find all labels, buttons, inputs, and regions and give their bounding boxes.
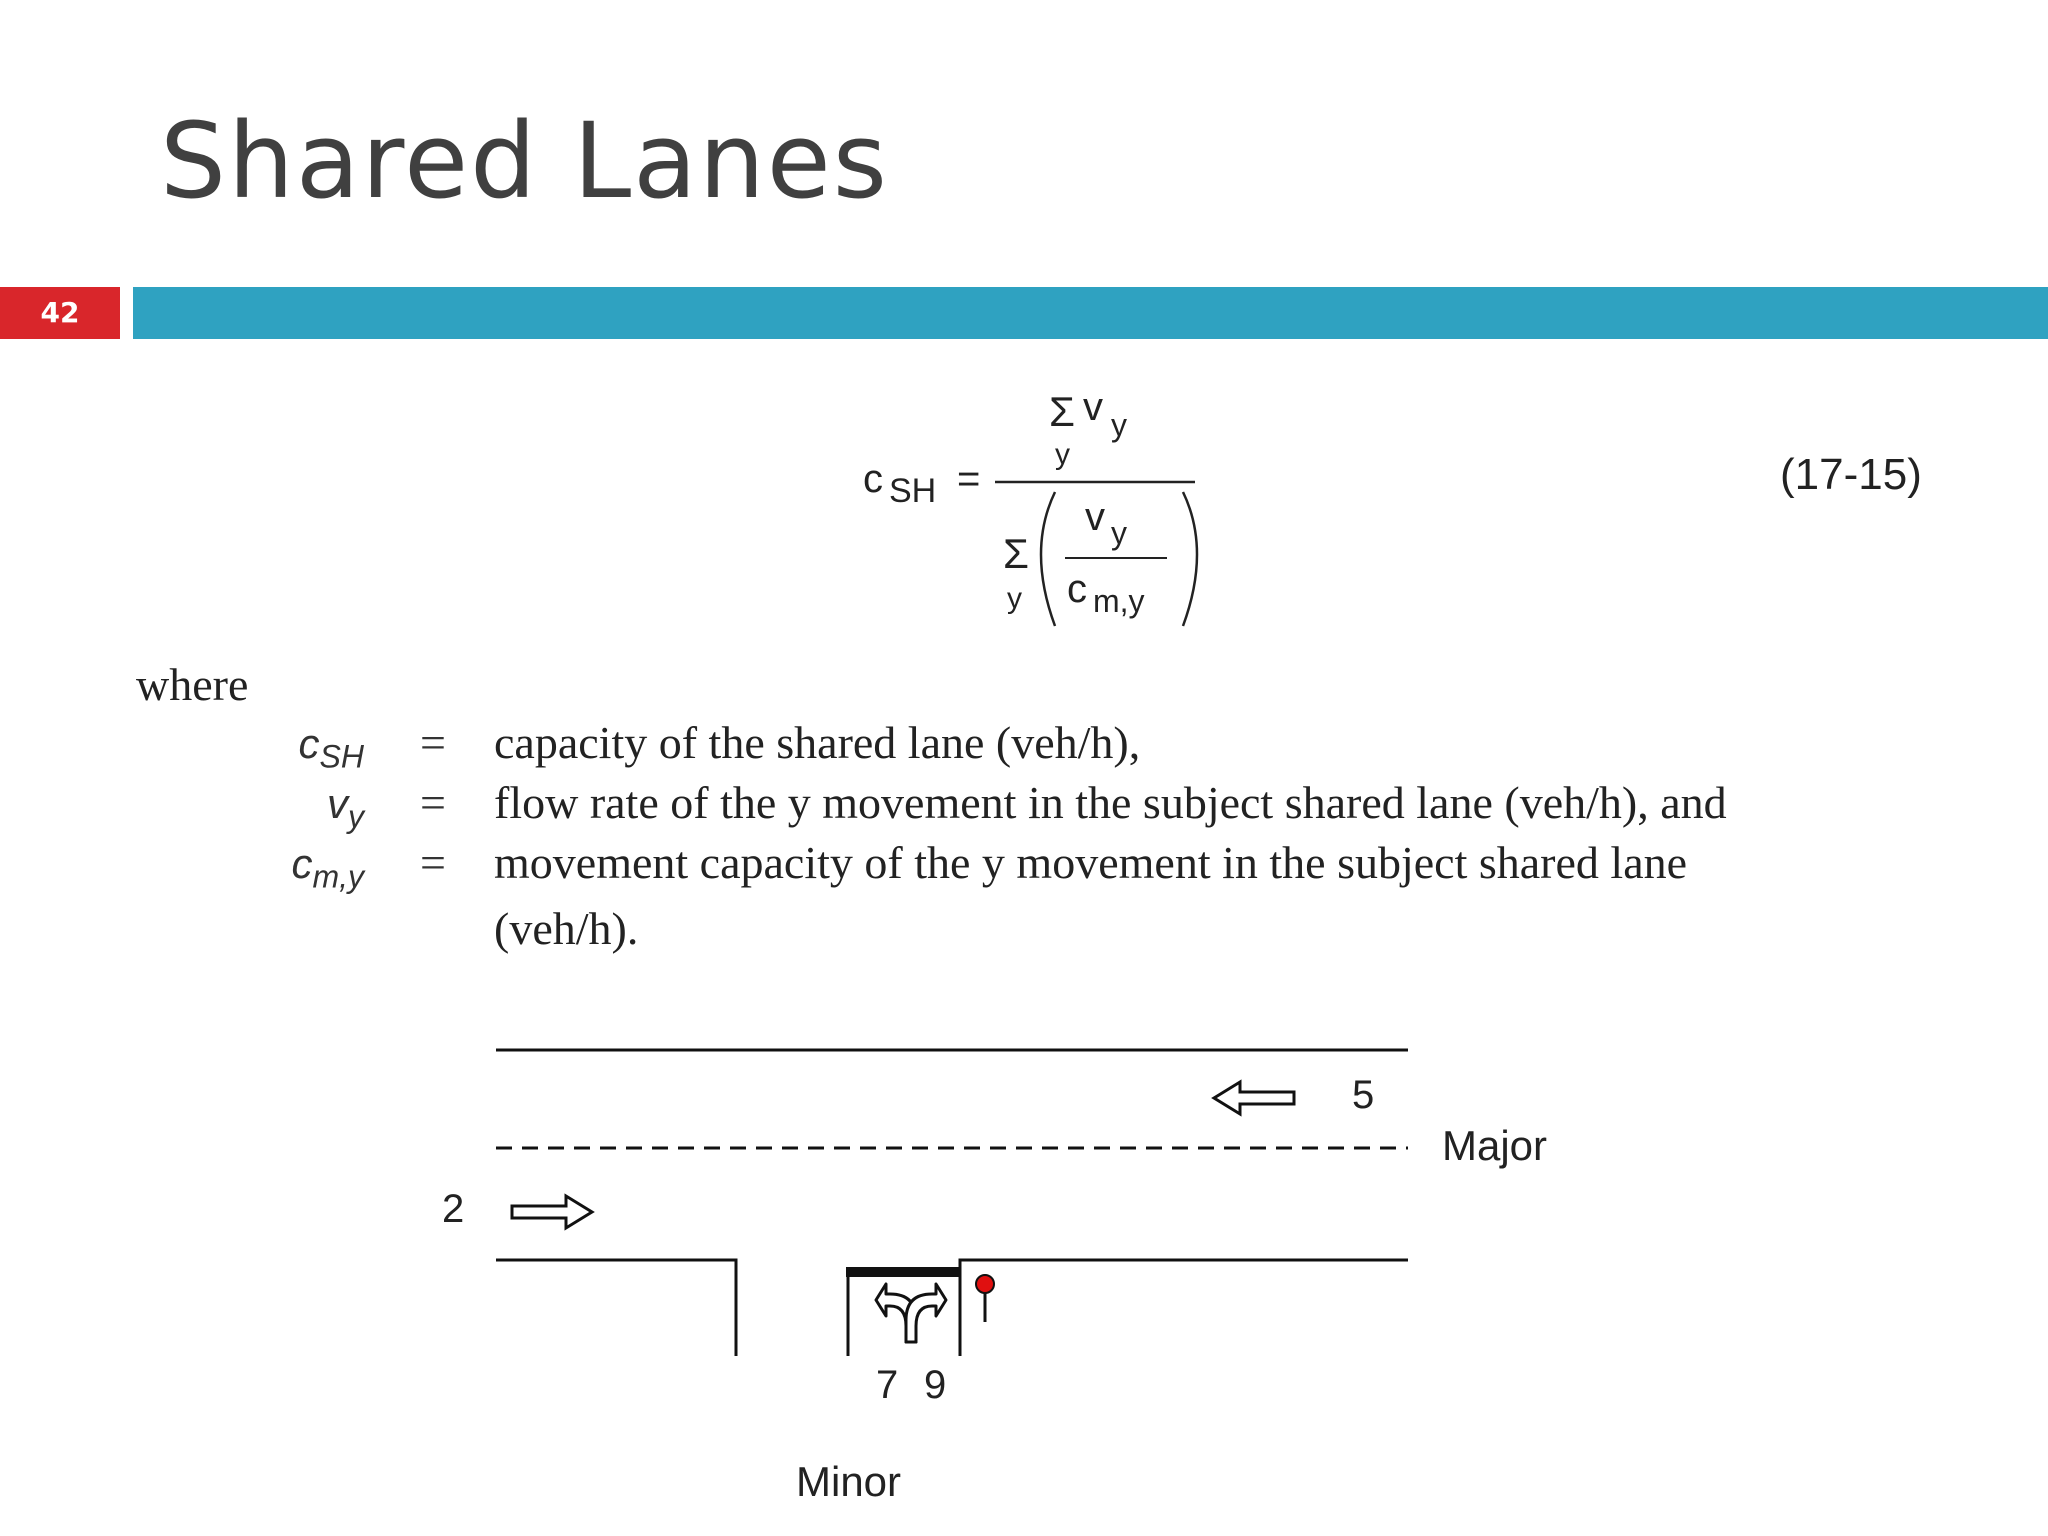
inner-den-var: c: [1067, 567, 1087, 611]
numerator-sum: Σ: [1049, 388, 1075, 435]
arrow-right-icon: [512, 1196, 592, 1228]
formula-lhs: c: [863, 457, 883, 501]
arrow-left-icon: [1214, 1082, 1294, 1114]
definition-continuation: (veh/h).: [494, 903, 639, 954]
definition-symbol-cmy: $c_{m,y}$: [291, 840, 364, 895]
slide-title: Shared Lanes: [160, 100, 889, 222]
major-road-label: Major: [1442, 1122, 1548, 1169]
equation-number: (17-15): [1780, 450, 1922, 499]
where-label: where: [136, 659, 249, 710]
inner-den-sub: m,y: [1093, 583, 1145, 619]
definition-text-csh: capacity of the shared lane (veh/h),: [494, 717, 1141, 768]
movement-9-label: 9: [924, 1363, 947, 1407]
definition-text-cmy: movement capacity of the y movement in the subject shared lane: [494, 837, 1688, 888]
formula-lhs-sub: SH: [889, 472, 937, 510]
left-right-turn-arrow-icon: [876, 1284, 946, 1342]
denominator-sum: Σ: [1003, 530, 1029, 577]
major-road-bottom-edge-right: [960, 1260, 1408, 1356]
numerator-sub: y: [1111, 407, 1127, 443]
definition-equals: =: [420, 777, 446, 828]
movement-2-label: 2: [442, 1187, 465, 1231]
minor-road-label: Minor: [796, 1458, 902, 1505]
numerator-index: y: [1055, 438, 1070, 471]
definition-symbol-vy: $v_y$: [327, 780, 364, 835]
inner-num-sub: y: [1111, 515, 1127, 551]
definition-equals: =: [420, 717, 446, 768]
formula-equals: =: [957, 457, 981, 501]
movement-7-label: 7: [876, 1363, 899, 1407]
slide-number-badge: 42: [0, 287, 120, 339]
numerator-var: v: [1083, 385, 1103, 429]
major-road-bottom-edge-left: [496, 1260, 736, 1356]
inner-num-var: v: [1085, 495, 1105, 539]
denominator-index: y: [1007, 582, 1022, 615]
definition-text-vy: flow rate of the y movement in the subject shared lane (veh/h), and: [494, 777, 1727, 828]
definition-equals: =: [420, 837, 446, 888]
stop-sign-icon: [976, 1275, 994, 1293]
movement-5-label: 5: [1352, 1073, 1375, 1117]
definition-symbol-csh: $c_{SH}$: [298, 720, 364, 775]
